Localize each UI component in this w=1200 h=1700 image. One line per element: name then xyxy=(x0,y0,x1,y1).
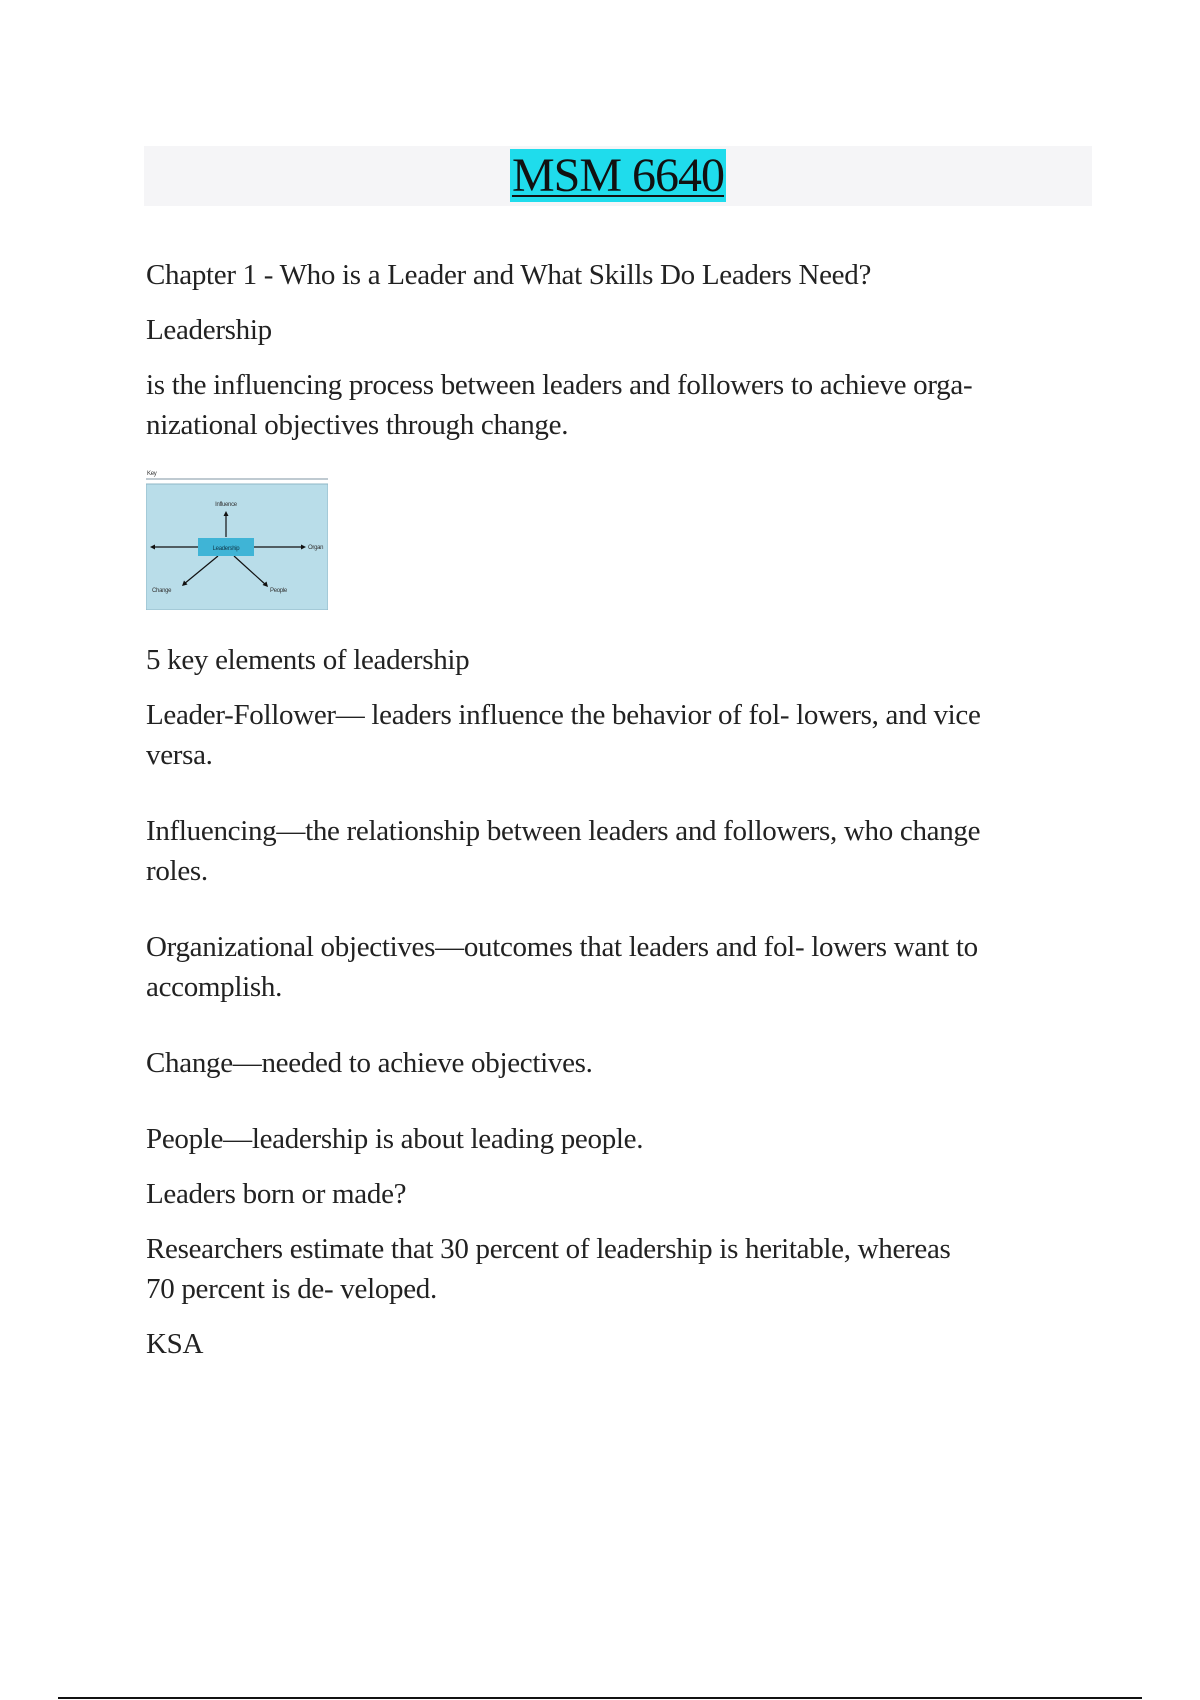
born-or-made-heading: Leaders born or made? xyxy=(146,1178,407,1210)
diagram-key-label: Key xyxy=(147,471,157,477)
element-influencing-line-2: roles. xyxy=(146,855,208,887)
ksa-heading: KSA xyxy=(146,1328,204,1360)
element-change: Change—needed to achieve objectives. xyxy=(146,1047,593,1079)
element-leader-follower-line-2: versa. xyxy=(146,739,213,771)
diagram-right-label: Organ xyxy=(308,545,324,551)
term-leadership: Leadership xyxy=(146,314,272,346)
research-line-1: Researchers estimate that 30 percent of leadership is heritable, whereas xyxy=(146,1233,951,1265)
definition-line-1: is the influencing process between leaders and followers to achieve orga- xyxy=(146,369,973,401)
footer-rule xyxy=(58,1697,1142,1699)
elements-heading: 5 key elements of leadership xyxy=(146,644,470,676)
title-band xyxy=(144,146,1092,206)
leadership-diagram-svg xyxy=(146,467,328,610)
element-people: People—leadership is about leading people. xyxy=(146,1123,644,1155)
element-leader-follower-line-1: Leader-Follower— leaders influence the behavior of fol- lowers, and vice xyxy=(146,699,981,731)
diagram-top-label: Influence xyxy=(215,502,237,508)
element-influencing-line-1: Influencing—the relationship between leaders and followers, who change xyxy=(146,815,981,847)
diagram-bottom-left-label: Change xyxy=(152,588,172,594)
document-title xyxy=(144,146,1092,206)
definition-line-2: nizational objectives through change. xyxy=(146,409,569,441)
diagram-bottom-right-label: People xyxy=(270,588,287,594)
element-objectives-line-1: Organizational objectives—outcomes that leaders and fol- lowers want to xyxy=(146,931,978,963)
chapter-heading: Chapter 1 - Who is a Leader and What Skills Do Leaders Need? xyxy=(146,259,872,291)
document-title-text: MSM 6640 xyxy=(511,149,725,202)
leadership-diagram xyxy=(146,467,328,610)
diagram-center-label: Leadership xyxy=(212,546,240,552)
document-body xyxy=(146,255,1076,1364)
research-line-2: 70 percent is de- veloped. xyxy=(146,1273,437,1305)
element-objectives-line-2: accomplish. xyxy=(146,971,283,1003)
